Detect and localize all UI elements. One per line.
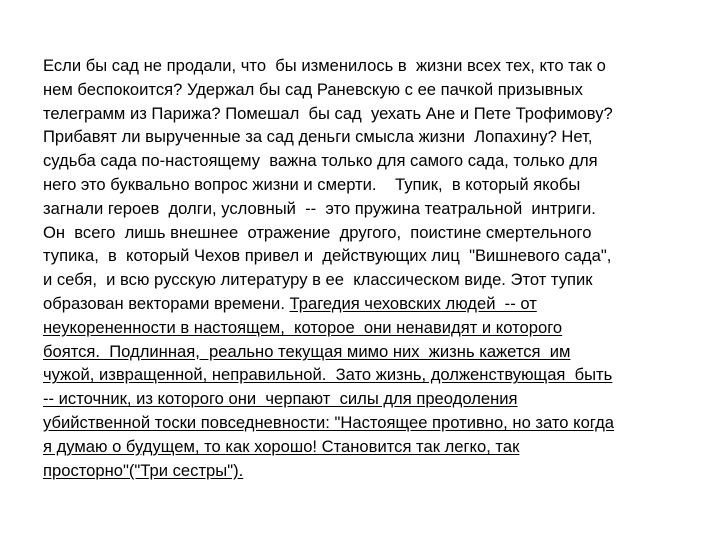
text-line: [43, 340, 693, 364]
text-line: Если бы сад не продали, что бы изменилось в жизни всех тех, кто так о: [43, 56, 606, 75]
underlined-quote: просторно"("Три сестры").: [43, 460, 244, 480]
underlined-quote: -- источник, из которого они черпают силы для преодоления: [43, 389, 518, 409]
text-line: Прибавят ли вырученные за сад деньги смысла жизни Лопахину? Нет,: [43, 127, 593, 147]
underlined-quote: Трагедия чеховских людей -- от: [289, 293, 537, 313]
text-line: Он всего лишь внешнее отражение другого, поистине смертельного: [43, 222, 592, 242]
text-line: [43, 459, 693, 483]
text-line: и себя, и всю русскую литературу в ее классическом виде. Этот тупик: [43, 270, 593, 290]
text-line: [43, 387, 693, 411]
underlined-quote: убийственной тоски повседневности: "Настоящее противно, но зато когда: [43, 412, 615, 432]
text-line: загнали героев долги, условный -- это пружина театральной интриги.: [43, 198, 596, 218]
underlined-quote: неукорененности в настоящем, которое они ненавидят и которого: [43, 317, 563, 337]
text-line: [43, 411, 693, 435]
text-line: телеграмм из Парижа? Помешал бы сад уехать Ане и Пете Трофимову?: [43, 103, 613, 123]
text-line: судьба сада по-настоящему важна только для самого сада, только для: [43, 151, 598, 171]
underlined-quote: я думаю о будущем, то как хорошо! Становится так легко, так: [43, 436, 520, 456]
text-line: тупика, в который Чехов привел и действующих лиц "Вишневого сада",: [43, 246, 612, 266]
text-line: [43, 435, 693, 459]
underlined-quote: чужой, извращенной, неправильной. Зато жизнь, долженствующая быть: [43, 365, 613, 385]
text-line: образован векторами времени. Трагедия чеховских людей -- от: [43, 293, 537, 313]
text-line: нем беспокоится? Удержал бы сад Раневскую с ее пачкой призывных: [43, 79, 583, 99]
text-line: [43, 316, 693, 340]
body-text: [43, 54, 693, 482]
text-line: [43, 363, 693, 387]
text-line: него это буквально вопрос жизни и смерти. Тупик, в который якобы: [43, 174, 581, 194]
underlined-quote: боятся. Подлинная, реально текущая мимо них жизнь кажется им: [43, 341, 571, 361]
